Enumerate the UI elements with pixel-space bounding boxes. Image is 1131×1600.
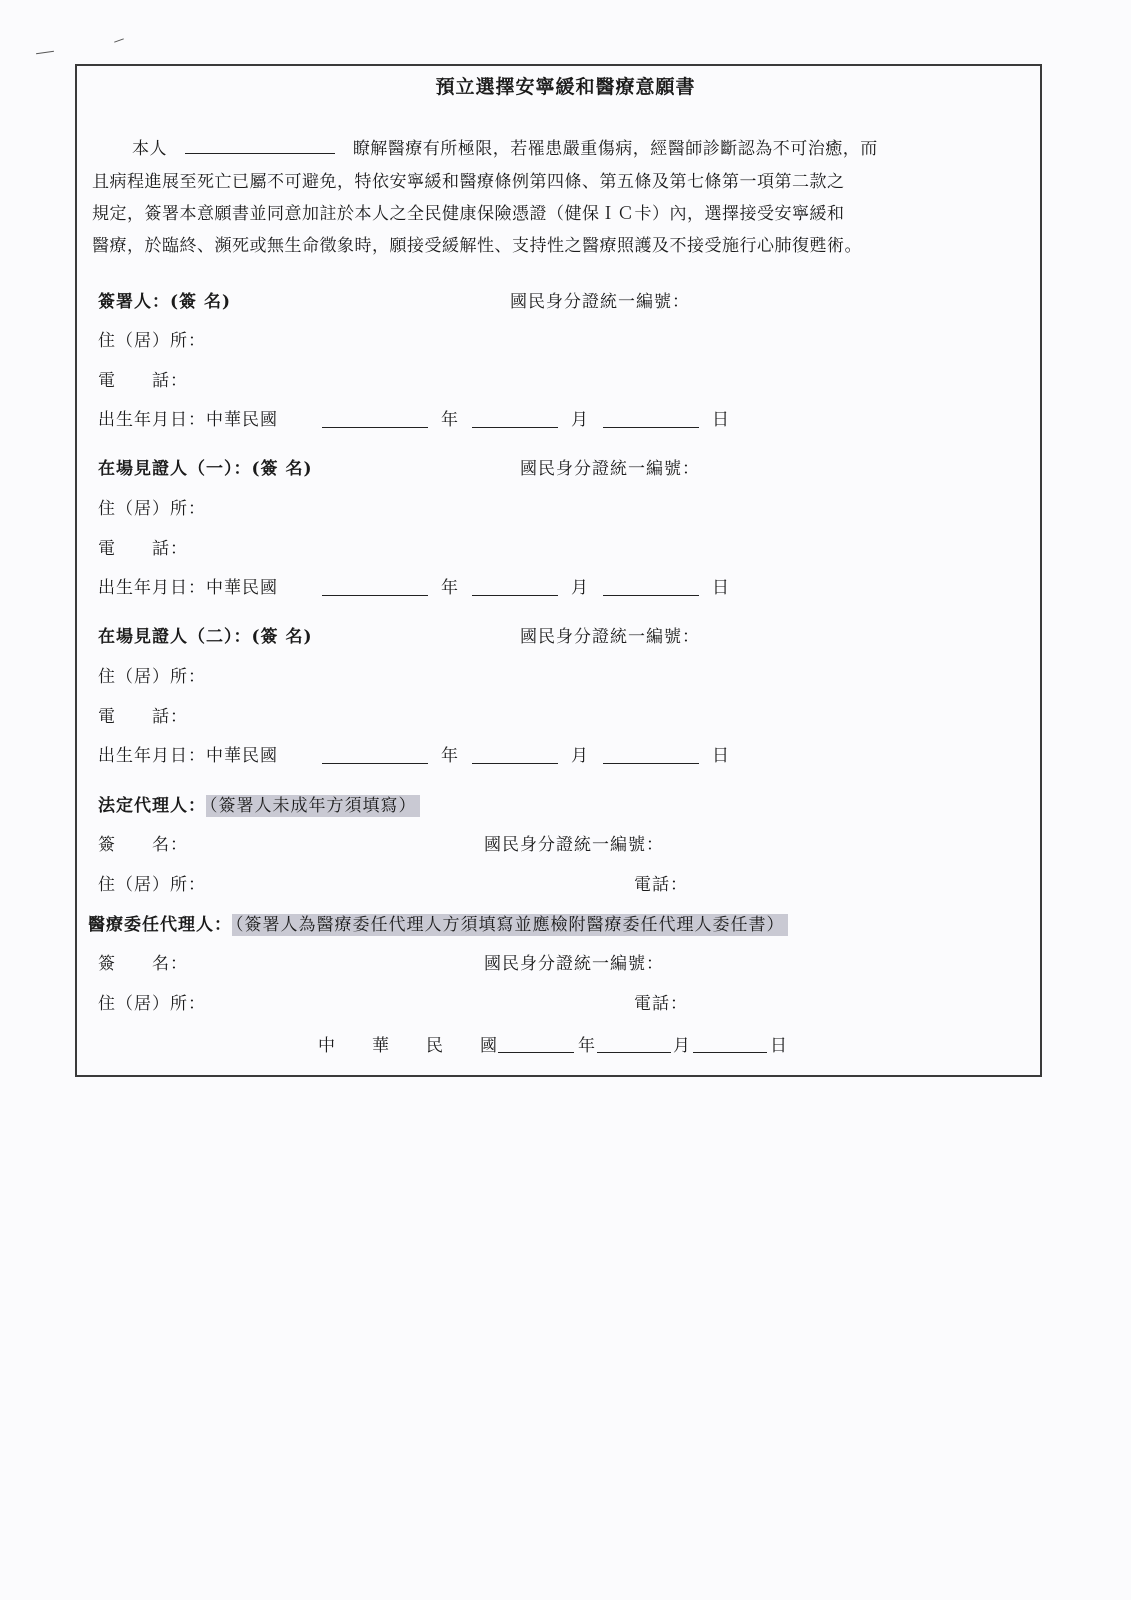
- legal-agent-phone-label: 電話：: [634, 875, 688, 895]
- witness2-heading: 在場見證人（二）：(簽 名): [98, 627, 313, 647]
- declaration-line-2: 且病程進展至死亡已屬不可避免，特依安寧緩和醫療條例第四條、第五條及第七條第一項第二款之: [92, 172, 845, 192]
- signer-birth-label: 出生年月日：中華民國: [98, 410, 278, 430]
- witness1-birth-label: 出生年月日：中華民國: [98, 578, 278, 598]
- date-footer-month-field[interactable]: [597, 1052, 671, 1053]
- signer-address-label: 住（居）所：: [98, 331, 206, 351]
- medical-agent-address-label: 住（居）所：: [98, 994, 206, 1014]
- date-footer-era: 中 華 民 國: [318, 1036, 498, 1056]
- medical-agent-note: （簽署人為醫療委任代理人方須填寫並應檢附醫療委任代理人委任書）: [232, 914, 788, 936]
- declaration-line-3: 規定，簽署本意願書並同意加註於本人之全民健康保險憑證（健保ＩＣ卡）內，選擇接受安寧緩和: [92, 204, 845, 224]
- medical-agent-heading: 醫療委任代理人：: [88, 915, 232, 935]
- signer-birth-day-field[interactable]: [603, 427, 699, 428]
- declaration-line-4: 醫療，於臨終、瀕死或無生命徵象時，願接受緩解性、支持性之醫療照護及不接受施行心肺復甦術。: [92, 236, 862, 256]
- signer-birth-month-field[interactable]: [472, 427, 558, 428]
- witness1-phone-label: 電 話：: [98, 539, 188, 559]
- witness2-birth-day-label: 日: [712, 746, 730, 766]
- legal-agent-address-label: 住（居）所：: [98, 875, 206, 895]
- witness1-address-label: 住（居）所：: [98, 499, 206, 519]
- witness2-birth-month-label: 月: [571, 746, 589, 766]
- witness2-phone-label: 電 話：: [98, 707, 188, 727]
- witness2-birth-label: 出生年月日：中華民國: [98, 746, 278, 766]
- scan-artifact: [114, 38, 124, 42]
- witness1-birth-day-field[interactable]: [603, 595, 699, 596]
- document-title: 預立選擇安寧緩和醫療意願書: [435, 76, 696, 98]
- witness1-birth-month-field[interactable]: [472, 595, 558, 596]
- declaration-line-1: [92, 134, 1032, 159]
- signer-birth-year-label: 年: [441, 410, 459, 430]
- witness2-birth-year-field[interactable]: [322, 763, 428, 764]
- legal-agent-id-label: 國民身分證統一編號：: [484, 835, 664, 855]
- name-blank[interactable]: [185, 152, 335, 154]
- witness1-id-label: 國民身分證統一編號：: [520, 459, 700, 479]
- legal-agent-heading: 法定代理人：: [98, 796, 206, 816]
- date-footer-day-field[interactable]: [693, 1052, 767, 1053]
- signer-phone-label: 電 話：: [98, 371, 188, 391]
- witness2-address-label: 住（居）所：: [98, 667, 206, 687]
- witness1-birth-month-label: 月: [571, 578, 589, 598]
- signer-birth-month-label: 月: [571, 410, 589, 430]
- legal-agent-heading-row: [98, 791, 420, 816]
- medical-agent-phone-label: 電話：: [634, 994, 688, 1014]
- witness1-birth-day-label: 日: [712, 578, 730, 598]
- legal-agent-sign-label: 簽 名：: [98, 835, 188, 855]
- signer-id-label: 國民身分證統一編號：: [510, 292, 690, 312]
- witness1-heading: 在場見證人（一）：(簽 名): [98, 459, 313, 479]
- witness2-id-label: 國民身分證統一編號：: [520, 627, 700, 647]
- declaration-suffix: 瞭解醫療有所極限，若罹患嚴重傷病，經醫師診斷認為不可治癒，而: [352, 139, 878, 159]
- signer-heading: 簽署人：(簽 名): [98, 292, 232, 312]
- date-footer-year-field[interactable]: [498, 1052, 574, 1053]
- medical-agent-heading-row: [88, 910, 788, 935]
- medical-agent-sign-label: 簽 名：: [98, 954, 188, 974]
- legal-agent-note: （簽署人未成年方須填寫）: [206, 795, 420, 817]
- declaration-prefix: 本人: [132, 139, 167, 159]
- signer-birth-day-label: 日: [712, 410, 730, 430]
- signer-birth-year-field[interactable]: [322, 427, 428, 428]
- scan-artifact: [36, 51, 54, 54]
- witness1-birth-year-field[interactable]: [322, 595, 428, 596]
- witness2-birth-year-label: 年: [441, 746, 459, 766]
- witness1-birth-year-label: 年: [441, 578, 459, 598]
- date-footer-day-label: 日: [770, 1036, 788, 1056]
- witness2-birth-month-field[interactable]: [472, 763, 558, 764]
- witness2-birth-day-field[interactable]: [603, 763, 699, 764]
- date-footer-year-label: 年: [578, 1036, 596, 1056]
- medical-agent-id-label: 國民身分證統一編號：: [484, 954, 664, 974]
- date-footer-month-label: 月: [673, 1036, 691, 1056]
